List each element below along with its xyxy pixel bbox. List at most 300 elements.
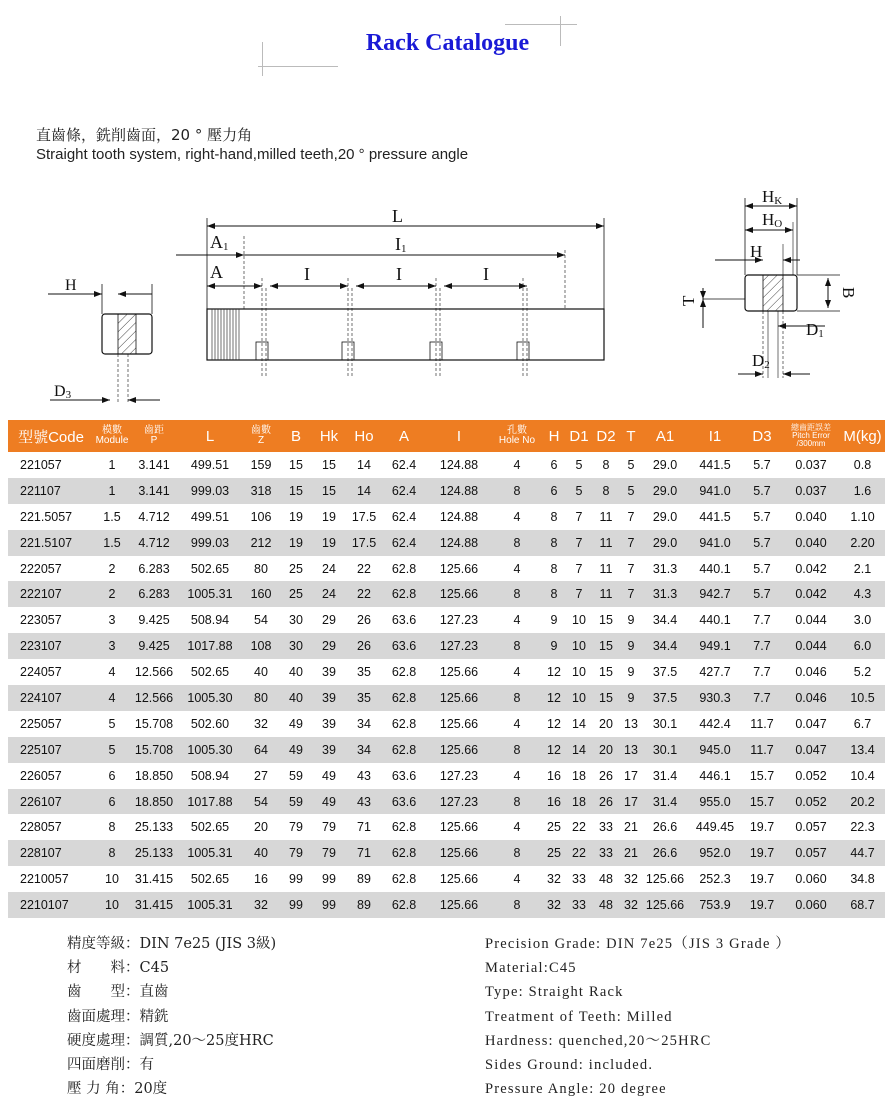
table-cell: 1: [108, 457, 116, 472]
table-cell: 226107: [8, 789, 94, 815]
col-header-mass: M(kg): [840, 420, 885, 452]
label-T: T: [679, 295, 698, 306]
table-cell: 6: [94, 789, 130, 815]
specs-chinese: [67, 932, 276, 1101]
table-row: [8, 763, 885, 789]
table-cell: 127.23: [439, 768, 479, 783]
table-cell: 48: [599, 872, 613, 887]
table-cell: 4: [513, 613, 521, 628]
table-cell: 34.8: [850, 872, 875, 887]
table-cell: 1005.31: [178, 581, 242, 607]
table-cell: 441.5: [699, 457, 731, 472]
table-cell: 442.4: [699, 716, 731, 731]
table-cell: 11: [592, 530, 620, 556]
table-cell: 127.23: [439, 613, 479, 628]
table-cell: 499.51: [190, 457, 230, 472]
table-cell: 20: [592, 737, 620, 763]
table-cell: 224057: [20, 665, 62, 680]
table-cell: 24: [322, 561, 336, 576]
table-cell: 8: [542, 581, 566, 607]
table-cell: 7: [575, 561, 583, 576]
spec-precision-en: Precision Grade: DIN 7e25（JIS 3 Grade ）: [485, 936, 792, 952]
table-cell: 30: [289, 613, 303, 628]
spec-hardness-cn: 硬度處理：調質,20〜25度HRC: [67, 1032, 274, 1049]
table-cell: 99: [280, 892, 312, 918]
table-cell: 44.7: [840, 840, 885, 866]
spec-sides-ground-en: Sides Ground: included.: [485, 1057, 654, 1074]
table-cell: 12: [542, 737, 566, 763]
table-cell: 9: [620, 685, 642, 711]
table-row: [8, 530, 885, 556]
table-cell: 32: [624, 872, 638, 887]
table-cell: 5: [108, 716, 116, 731]
table-cell: 18.850: [130, 789, 178, 815]
table-cell: 18: [572, 768, 586, 783]
table-cell: 125.66: [645, 872, 685, 887]
table-cell: 26.6: [642, 840, 688, 866]
table-cell: 9.425: [130, 633, 178, 659]
table-cell: 34: [346, 737, 382, 763]
table-cell: 221.5107: [8, 530, 94, 556]
table-cell: 9: [620, 633, 642, 659]
table-cell: 502.65: [190, 872, 230, 887]
table-cell: 0.047: [782, 737, 840, 763]
table-cell: 5: [575, 457, 583, 472]
table-cell: 17.5: [346, 530, 382, 556]
table-cell: 125.66: [426, 737, 492, 763]
table-cell: 212: [242, 530, 280, 556]
table-cell: 30.1: [652, 716, 678, 731]
table-row: [8, 581, 885, 607]
table-cell: 68.7: [840, 892, 885, 918]
table-cell: 0.8: [853, 457, 872, 472]
table-cell: 43: [346, 789, 382, 815]
table-cell: 0.052: [795, 768, 827, 783]
table-cell: 62.4: [391, 509, 417, 524]
table-cell: 8: [492, 633, 542, 659]
table-row: [8, 840, 885, 866]
table-cell: 124.88: [426, 530, 492, 556]
table-cell: 125.66: [439, 665, 479, 680]
table-cell: 29.0: [642, 478, 688, 504]
col-header-pitch: 齒距 P: [130, 420, 178, 452]
table-cell: 30: [280, 633, 312, 659]
table-cell: 11.7: [742, 737, 782, 763]
label-H-right: H: [750, 242, 763, 261]
table-cell: 8: [550, 509, 558, 524]
table-cell: 62.8: [382, 840, 426, 866]
table-cell: 124.88: [439, 509, 479, 524]
table-cell: 29.0: [652, 457, 678, 472]
table-cell: 5.7: [753, 561, 771, 576]
table-cell: 19.7: [742, 840, 782, 866]
table-row: [8, 685, 885, 711]
table-cell: 25: [542, 840, 566, 866]
table-cell: 14: [346, 478, 382, 504]
table-cell: 19.7: [742, 892, 782, 918]
label-H-left: H: [65, 277, 77, 294]
table-cell: 15: [280, 478, 312, 504]
table-cell: 15: [592, 685, 620, 711]
table-cell: 20: [599, 716, 613, 731]
table-cell: 124.88: [439, 457, 479, 472]
table-cell: 9: [627, 613, 635, 628]
table-cell: 14: [357, 457, 371, 472]
table-cell: 1005.31: [178, 892, 242, 918]
table-cell: 124.88: [426, 478, 492, 504]
table-cell: 37.5: [642, 685, 688, 711]
label-L: L: [392, 206, 403, 226]
table-cell: 160: [242, 581, 280, 607]
table-cell: 15: [599, 613, 613, 628]
col-header-A: A: [382, 420, 426, 452]
table-cell: 19: [322, 509, 336, 524]
table-cell: 15: [599, 665, 613, 680]
table-cell: 15: [289, 457, 303, 472]
table-cell: 31.4: [652, 768, 678, 783]
table-cell: 226057: [20, 768, 62, 783]
table-cell: 80: [242, 685, 280, 711]
col-header-hole-no: 孔數 Hole No: [492, 420, 542, 452]
table-cell: 13.4: [840, 737, 885, 763]
title-decoration-line: [258, 66, 338, 67]
table-cell: 12.566: [130, 685, 178, 711]
table-row: [8, 478, 885, 504]
table-cell: 5.7: [742, 478, 782, 504]
spec-treatment-cn: 齒面處理：精銑: [67, 1008, 169, 1025]
table-cell: 64: [242, 737, 280, 763]
table-cell: 4: [513, 716, 521, 731]
table-cell: 13: [620, 737, 642, 763]
table-cell: 15.708: [130, 737, 178, 763]
table-cell: 49: [322, 768, 336, 783]
table-cell: 40: [280, 685, 312, 711]
table-cell: 63.6: [391, 613, 417, 628]
left-section-view: [48, 277, 160, 404]
table-cell: 49: [289, 716, 303, 731]
table-cell: 223107: [8, 633, 94, 659]
table-cell: 17: [624, 768, 638, 783]
table-cell: 63.6: [382, 789, 426, 815]
table-cell: 33: [566, 892, 592, 918]
table-cell: 10: [105, 872, 119, 887]
table-cell: 49: [280, 737, 312, 763]
table-cell: 427.7: [699, 665, 731, 680]
table-cell: 0.042: [795, 561, 827, 576]
table-cell: 31.415: [134, 872, 174, 887]
table-cell: 40: [254, 665, 268, 680]
table-cell: 6.0: [840, 633, 885, 659]
table-cell: 89: [346, 892, 382, 918]
table-cell: 949.1: [688, 633, 742, 659]
table-cell: 12: [542, 685, 566, 711]
table-cell: 952.0: [688, 840, 742, 866]
table-cell: 441.5: [699, 509, 731, 524]
table-cell: 3.141: [138, 457, 170, 472]
table-cell: 7.7: [742, 685, 782, 711]
table-cell: 10.4: [850, 768, 875, 783]
table-cell: 22: [357, 561, 371, 576]
table-cell: 0.037: [795, 457, 827, 472]
table-cell: 19: [312, 530, 346, 556]
table-cell: 1.6: [840, 478, 885, 504]
col-header-A1: A1: [642, 420, 688, 452]
label-I1: I1: [395, 234, 407, 255]
table-cell: 7.7: [742, 633, 782, 659]
table-cell: 8: [492, 685, 542, 711]
table-cell: 12: [547, 665, 561, 680]
label-I: I: [304, 264, 310, 284]
table-cell: 26.6: [652, 820, 678, 835]
table-cell: 15: [322, 457, 336, 472]
table-cell: 5.7: [753, 509, 771, 524]
table-cell: 7: [627, 561, 635, 576]
table-cell: 29: [322, 613, 336, 628]
table-cell: 15.708: [134, 716, 174, 731]
label-D2: D2: [752, 351, 770, 371]
table-cell: 31.415: [130, 892, 178, 918]
table-cell: 3.0: [853, 613, 872, 628]
table-cell: 8: [492, 478, 542, 504]
table-cell: 9: [542, 633, 566, 659]
table-cell: 0.057: [795, 820, 827, 835]
table-cell: 29.0: [652, 509, 678, 524]
table-cell: 8: [602, 457, 610, 472]
rack-side-view: [176, 206, 604, 378]
table-cell: 10: [572, 665, 586, 680]
label-D3: D3: [54, 383, 72, 401]
col-header-I1: I1: [688, 420, 742, 452]
table-cell: 221107: [8, 478, 94, 504]
table-cell: 62.8: [382, 737, 426, 763]
table-cell: 6: [550, 457, 558, 472]
table-cell: 942.7: [688, 581, 742, 607]
table-cell: 941.0: [688, 530, 742, 556]
table-cell: 4: [94, 685, 130, 711]
table-cell: 1.5: [94, 530, 130, 556]
right-section-view: [679, 187, 858, 378]
table-cell: 40: [242, 840, 280, 866]
table-cell: 34.4: [652, 613, 678, 628]
table-cell: 1: [94, 478, 130, 504]
table-cell: 0.044: [782, 633, 840, 659]
table-cell: 252.3: [699, 872, 731, 887]
spec-hardness-en: Hardness: quenched,20〜25HRC: [485, 1032, 712, 1049]
table-cell: 71: [357, 820, 371, 835]
table-cell: 2210107: [8, 892, 94, 918]
table-row: [8, 814, 885, 840]
table-cell: 2210057: [20, 872, 69, 887]
table-cell: 10: [566, 633, 592, 659]
table-cell: 0.040: [795, 509, 827, 524]
table-cell: 16: [547, 768, 561, 783]
table-cell: 8: [492, 892, 542, 918]
table-cell: 25: [289, 561, 303, 576]
table-cell: 7: [566, 530, 592, 556]
table-cell: 502.65: [190, 665, 230, 680]
table-cell: 125.66: [426, 892, 492, 918]
table-cell: 125.66: [439, 561, 479, 576]
table-cell: 39: [322, 665, 336, 680]
table-cell: 8: [94, 840, 130, 866]
page-title: Rack Catalogue: [365, 30, 530, 56]
spec-treatment-en: Treatment of Teeth: Milled: [485, 1008, 673, 1025]
table-cell: 79: [289, 820, 303, 835]
table-cell: 62.8: [391, 561, 417, 576]
table-cell: 0.037: [782, 478, 840, 504]
table-cell: 3.141: [130, 478, 178, 504]
table-cell: 32: [254, 716, 268, 731]
spec-material-cn: 材 料：C45: [67, 960, 170, 977]
table-cell: 8: [542, 530, 566, 556]
table-cell: 19: [280, 530, 312, 556]
table-cell: 10.5: [840, 685, 885, 711]
table-cell: 25.133: [134, 820, 174, 835]
table-cell: 4: [513, 561, 521, 576]
table-cell: 4.712: [130, 530, 178, 556]
table-cell: 99: [322, 872, 336, 887]
table-cell: 99: [289, 872, 303, 887]
table-cell: 8: [492, 737, 542, 763]
table-cell: 0.044: [795, 613, 827, 628]
table-cell: 6: [108, 768, 116, 783]
table-row: [8, 737, 885, 763]
table-cell: 13: [624, 716, 638, 731]
table-cell: 25: [280, 581, 312, 607]
table-cell: 5.7: [753, 457, 771, 472]
col-header-code: 型號Code: [8, 420, 94, 452]
table-cell: 7.7: [753, 613, 771, 628]
col-header-T: T: [620, 420, 642, 452]
table-cell: 0.052: [782, 789, 840, 815]
table-cell: 62.8: [391, 716, 417, 731]
col-header-pitch-error: 總齒距誤差 Pitch Error /300mm: [782, 420, 840, 452]
table-cell: 125.66: [439, 716, 479, 731]
table-cell: 9.425: [138, 613, 170, 628]
table-cell: 43: [357, 768, 371, 783]
table-cell: 62.8: [382, 581, 426, 607]
table-cell: 2: [94, 581, 130, 607]
table-cell: 9: [550, 613, 558, 628]
table-cell: 0.047: [795, 716, 827, 731]
label-B: B: [839, 287, 858, 299]
table-row: [8, 789, 885, 815]
table-cell: 30.1: [642, 737, 688, 763]
table-cell: 318: [242, 478, 280, 504]
table-cell: 8: [492, 530, 542, 556]
table-cell: 6.283: [138, 561, 170, 576]
table-cell: 4: [513, 768, 521, 783]
label-A: A: [210, 262, 223, 282]
table-cell: 33: [572, 872, 586, 887]
table-cell: 930.3: [688, 685, 742, 711]
table-cell: 15: [312, 478, 346, 504]
table-cell: 63.6: [382, 633, 426, 659]
table-cell: 16: [542, 789, 566, 815]
table-cell: 4.3: [840, 581, 885, 607]
table-cell: 0.057: [782, 840, 840, 866]
table-cell: 48: [592, 892, 620, 918]
table-cell: 89: [357, 872, 371, 887]
table-cell: 7: [627, 509, 635, 524]
table-cell: 29: [312, 633, 346, 659]
table-cell: 5.7: [742, 581, 782, 607]
table-cell: 225107: [8, 737, 94, 763]
table-cell: 19.7: [749, 872, 775, 887]
table-cell: 59: [280, 789, 312, 815]
table-cell: 22: [346, 581, 382, 607]
subtitle-english: Straight tooth system, right-hand,milled teeth,20 ° pressure angle: [36, 146, 469, 163]
table-cell: 11: [592, 581, 620, 607]
table-cell: 127.23: [426, 789, 492, 815]
table-cell: 15.7: [742, 789, 782, 815]
table-cell: 37.5: [652, 665, 678, 680]
table-cell: 9: [627, 665, 635, 680]
table-cell: 999.03: [178, 478, 242, 504]
table-cell: 39: [322, 716, 336, 731]
table-cell: 1005.30: [178, 685, 242, 711]
table-cell: 32: [542, 892, 566, 918]
table-cell: 80: [254, 561, 268, 576]
table-cell: 8: [492, 840, 542, 866]
table-cell: 25: [547, 820, 561, 835]
table-cell: 15.7: [749, 768, 775, 783]
table-row: [8, 659, 885, 685]
table-cell: 62.8: [391, 872, 417, 887]
table-cell: 35: [357, 665, 371, 680]
table-cell: 11.7: [750, 716, 774, 731]
table-cell: 1.10: [850, 509, 875, 524]
col-header-D3: D3: [742, 420, 782, 452]
table-cell: 125.66: [426, 840, 492, 866]
table-cell: 16: [254, 872, 268, 887]
table-cell: 7: [620, 581, 642, 607]
subtitle-chinese: 直齒條，銑削齒面，20 ° 壓力角: [36, 126, 253, 144]
table-cell: 39: [312, 685, 346, 711]
table-cell: 22: [566, 840, 592, 866]
spec-type-en: Type: Straight Rack: [485, 984, 624, 1001]
table-row: [8, 892, 885, 918]
table-cell: 8: [550, 561, 558, 576]
table-cell: 125.66: [426, 581, 492, 607]
table-cell: 508.94: [190, 613, 230, 628]
table-cell: 10: [94, 892, 130, 918]
table-cell: 4: [513, 509, 521, 524]
table-cell: 15: [592, 633, 620, 659]
table-cell: 33: [592, 840, 620, 866]
table-cell: 1005.31: [178, 840, 242, 866]
table-cell: 21: [624, 820, 638, 835]
col-header-D1: D1: [566, 420, 592, 452]
specs-english: [485, 932, 791, 1101]
col-header-module: 模數 Module: [94, 420, 130, 452]
table-cell: 508.94: [190, 768, 230, 783]
table-cell: 8: [592, 478, 620, 504]
table-cell: 999.03: [178, 530, 242, 556]
col-header-Hk: Hk: [312, 420, 346, 452]
table-cell: 440.1: [699, 561, 731, 576]
table-cell: 0.046: [782, 685, 840, 711]
label-I: I: [483, 264, 489, 284]
col-header-D2: D2: [592, 420, 620, 452]
table-cell: 4: [513, 872, 521, 887]
table-cell: 221057: [20, 457, 62, 472]
table-cell: 8: [492, 789, 542, 815]
table-cell: 7.7: [753, 665, 771, 680]
table-cell: 0.042: [782, 581, 840, 607]
table-cell: 14: [566, 737, 592, 763]
table-cell: 2.1: [853, 561, 872, 576]
